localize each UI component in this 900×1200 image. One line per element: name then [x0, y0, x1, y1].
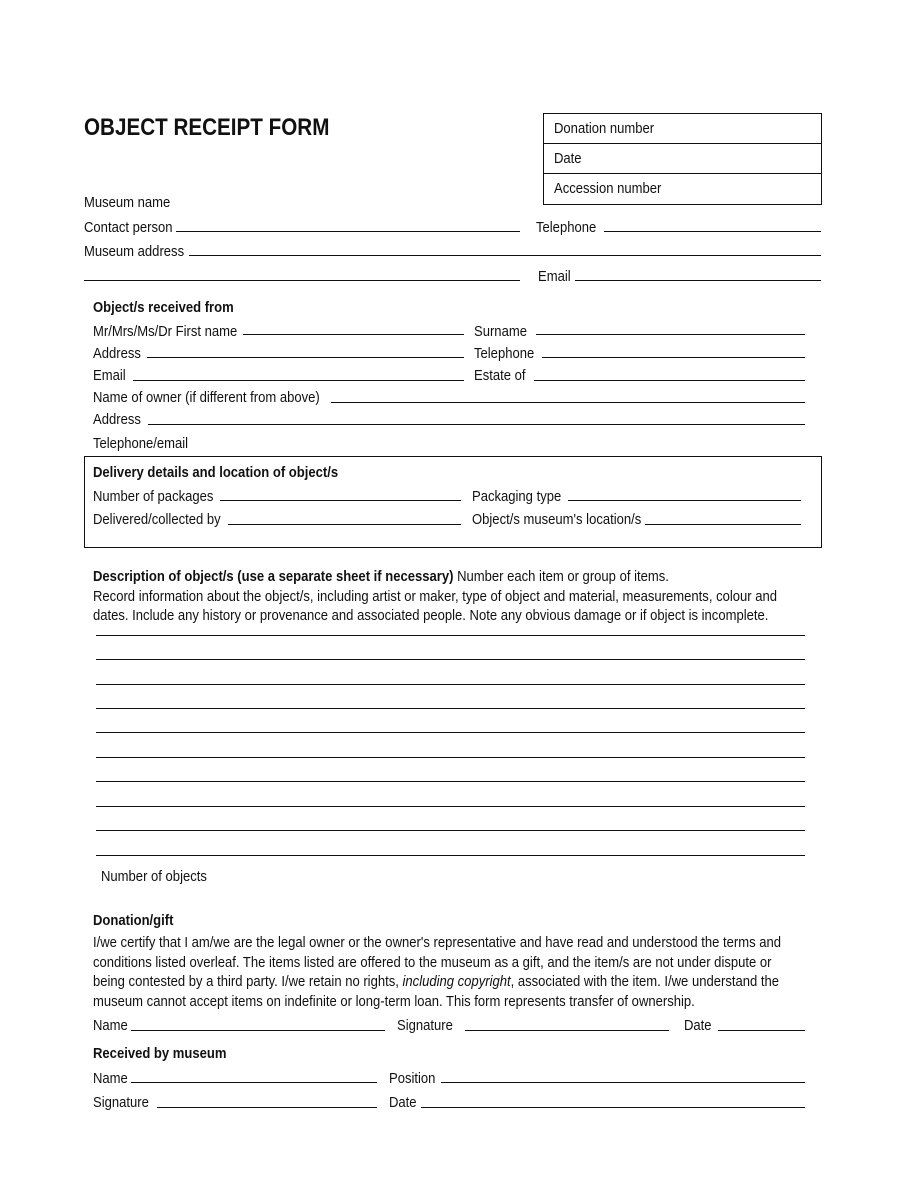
donation-line-3c: , associated with the item. I/we understand the	[510, 974, 780, 990]
description-line-field[interactable]	[96, 781, 805, 782]
delivery-heading: Delivery details and location of object/s	[93, 465, 339, 481]
sender-address-field[interactable]	[147, 357, 464, 358]
date-field[interactable]	[544, 144, 821, 174]
sender-telephone-label: Telephone	[474, 346, 535, 362]
donation-line-2: conditions listed overleaf. The items listed are offered to the museum as a gift, and the item/s are not under dispute or	[93, 954, 772, 971]
accession-number-label: Accession number	[554, 181, 662, 197]
donor-date-field[interactable]	[718, 1030, 805, 1031]
first-name-label: Mr/Mrs/Ms/Dr First name	[93, 324, 238, 340]
donation-terms	[93, 934, 781, 1012]
receiver-date-field[interactable]	[421, 1107, 805, 1108]
estate-of-field[interactable]	[534, 380, 805, 381]
receiver-signature-field[interactable]	[157, 1107, 377, 1108]
packaging-type-label: Packaging type	[472, 489, 562, 505]
telephone-label: Telephone	[536, 220, 597, 236]
sender-address-label: Address	[93, 346, 141, 362]
first-name-field[interactable]	[243, 334, 464, 335]
donation-number-field[interactable]	[544, 114, 821, 144]
museum-address-field[interactable]	[189, 255, 821, 256]
donor-signature-label: Signature	[397, 1018, 453, 1034]
owner-address-label: Address	[93, 412, 141, 428]
description-line-2: Record information about the object/s, including artist or maker, type of object and material, measurements, colour and	[93, 588, 778, 605]
received-by-heading: Received by museum	[93, 1046, 227, 1062]
description-line-field[interactable]	[96, 806, 805, 807]
owner-address-field[interactable]	[148, 424, 805, 425]
receiver-signature-label: Signature	[93, 1095, 149, 1111]
sender-email-field[interactable]	[133, 380, 464, 381]
num-packages-label: Number of packages	[93, 489, 214, 505]
description-line-field[interactable]	[96, 708, 805, 709]
telephone-field[interactable]	[604, 231, 821, 232]
location-field[interactable]	[645, 524, 801, 525]
museum-address-label: Museum address	[84, 244, 185, 260]
description-instructions	[93, 568, 777, 627]
email-label: Email	[538, 269, 571, 285]
date-label: Date	[554, 151, 582, 167]
description-line-field[interactable]	[96, 757, 805, 758]
receiver-name-field[interactable]	[131, 1082, 377, 1083]
donation-line-4: museum cannot accept items on indefinite or long-term loan. This form represents transfer of ownership.	[93, 993, 695, 1010]
donation-line-3a: being contested by a third party. I/we retain no rights,	[93, 974, 403, 990]
num-packages-field[interactable]	[220, 500, 461, 501]
description-heading: Description of object/s (use a separate sheet if necessary)	[93, 569, 454, 585]
description-line-field[interactable]	[96, 855, 805, 856]
museum-address-field-2[interactable]	[84, 280, 520, 281]
donor-date-label: Date	[684, 1018, 712, 1034]
donation-line-3b: including copyright	[402, 974, 511, 990]
delivered-by-field[interactable]	[228, 524, 461, 525]
surname-field[interactable]	[536, 334, 805, 335]
accession-number-field[interactable]	[544, 174, 821, 204]
description-line-field[interactable]	[96, 684, 805, 685]
museum-name-label: Museum name	[84, 195, 171, 211]
receiver-date-label: Date	[389, 1095, 417, 1111]
email-field[interactable]	[575, 280, 821, 281]
received-from-heading: Object/s received from	[93, 300, 234, 316]
reference-box	[543, 113, 822, 205]
owner-name-field[interactable]	[331, 402, 805, 403]
telephone-email-label: Telephone/email	[93, 436, 189, 452]
description-line-3: dates. Include any history or provenance and associated people. Note any obvious damage or if object is incomplete.	[93, 608, 769, 624]
delivered-by-label: Delivered/collected by	[93, 512, 221, 528]
donor-name-field[interactable]	[131, 1030, 385, 1031]
packaging-type-field[interactable]	[568, 500, 801, 501]
contact-person-label: Contact person	[84, 220, 173, 236]
position-field[interactable]	[441, 1082, 805, 1083]
receiver-name-label: Name	[93, 1071, 128, 1087]
description-line-field[interactable]	[96, 659, 805, 660]
contact-person-field[interactable]	[176, 231, 520, 232]
description-line-field[interactable]	[96, 732, 805, 733]
donor-name-label: Name	[93, 1018, 128, 1034]
location-label: Object/s museum's location/s	[472, 512, 642, 528]
estate-of-label: Estate of	[474, 368, 526, 384]
number-of-objects-label: Number of objects	[101, 869, 207, 885]
donor-signature-field[interactable]	[465, 1030, 669, 1031]
description-line-1: Number each item or group of items.	[453, 569, 669, 585]
position-label: Position	[389, 1071, 436, 1087]
description-line-field[interactable]	[96, 830, 805, 831]
donation-heading: Donation/gift	[93, 913, 174, 929]
sender-email-label: Email	[93, 368, 126, 384]
donation-number-label: Donation number	[554, 121, 655, 137]
surname-label: Surname	[474, 324, 527, 340]
donation-line-1: I/we certify that I am/we are the legal owner or the owner's representative and have read and understood the terms and	[93, 935, 782, 951]
owner-name-label: Name of owner (if different from above)	[93, 390, 320, 406]
form-title: OBJECT RECEIPT FORM	[84, 114, 330, 141]
sender-telephone-field[interactable]	[542, 357, 805, 358]
description-line-field[interactable]	[96, 635, 805, 636]
